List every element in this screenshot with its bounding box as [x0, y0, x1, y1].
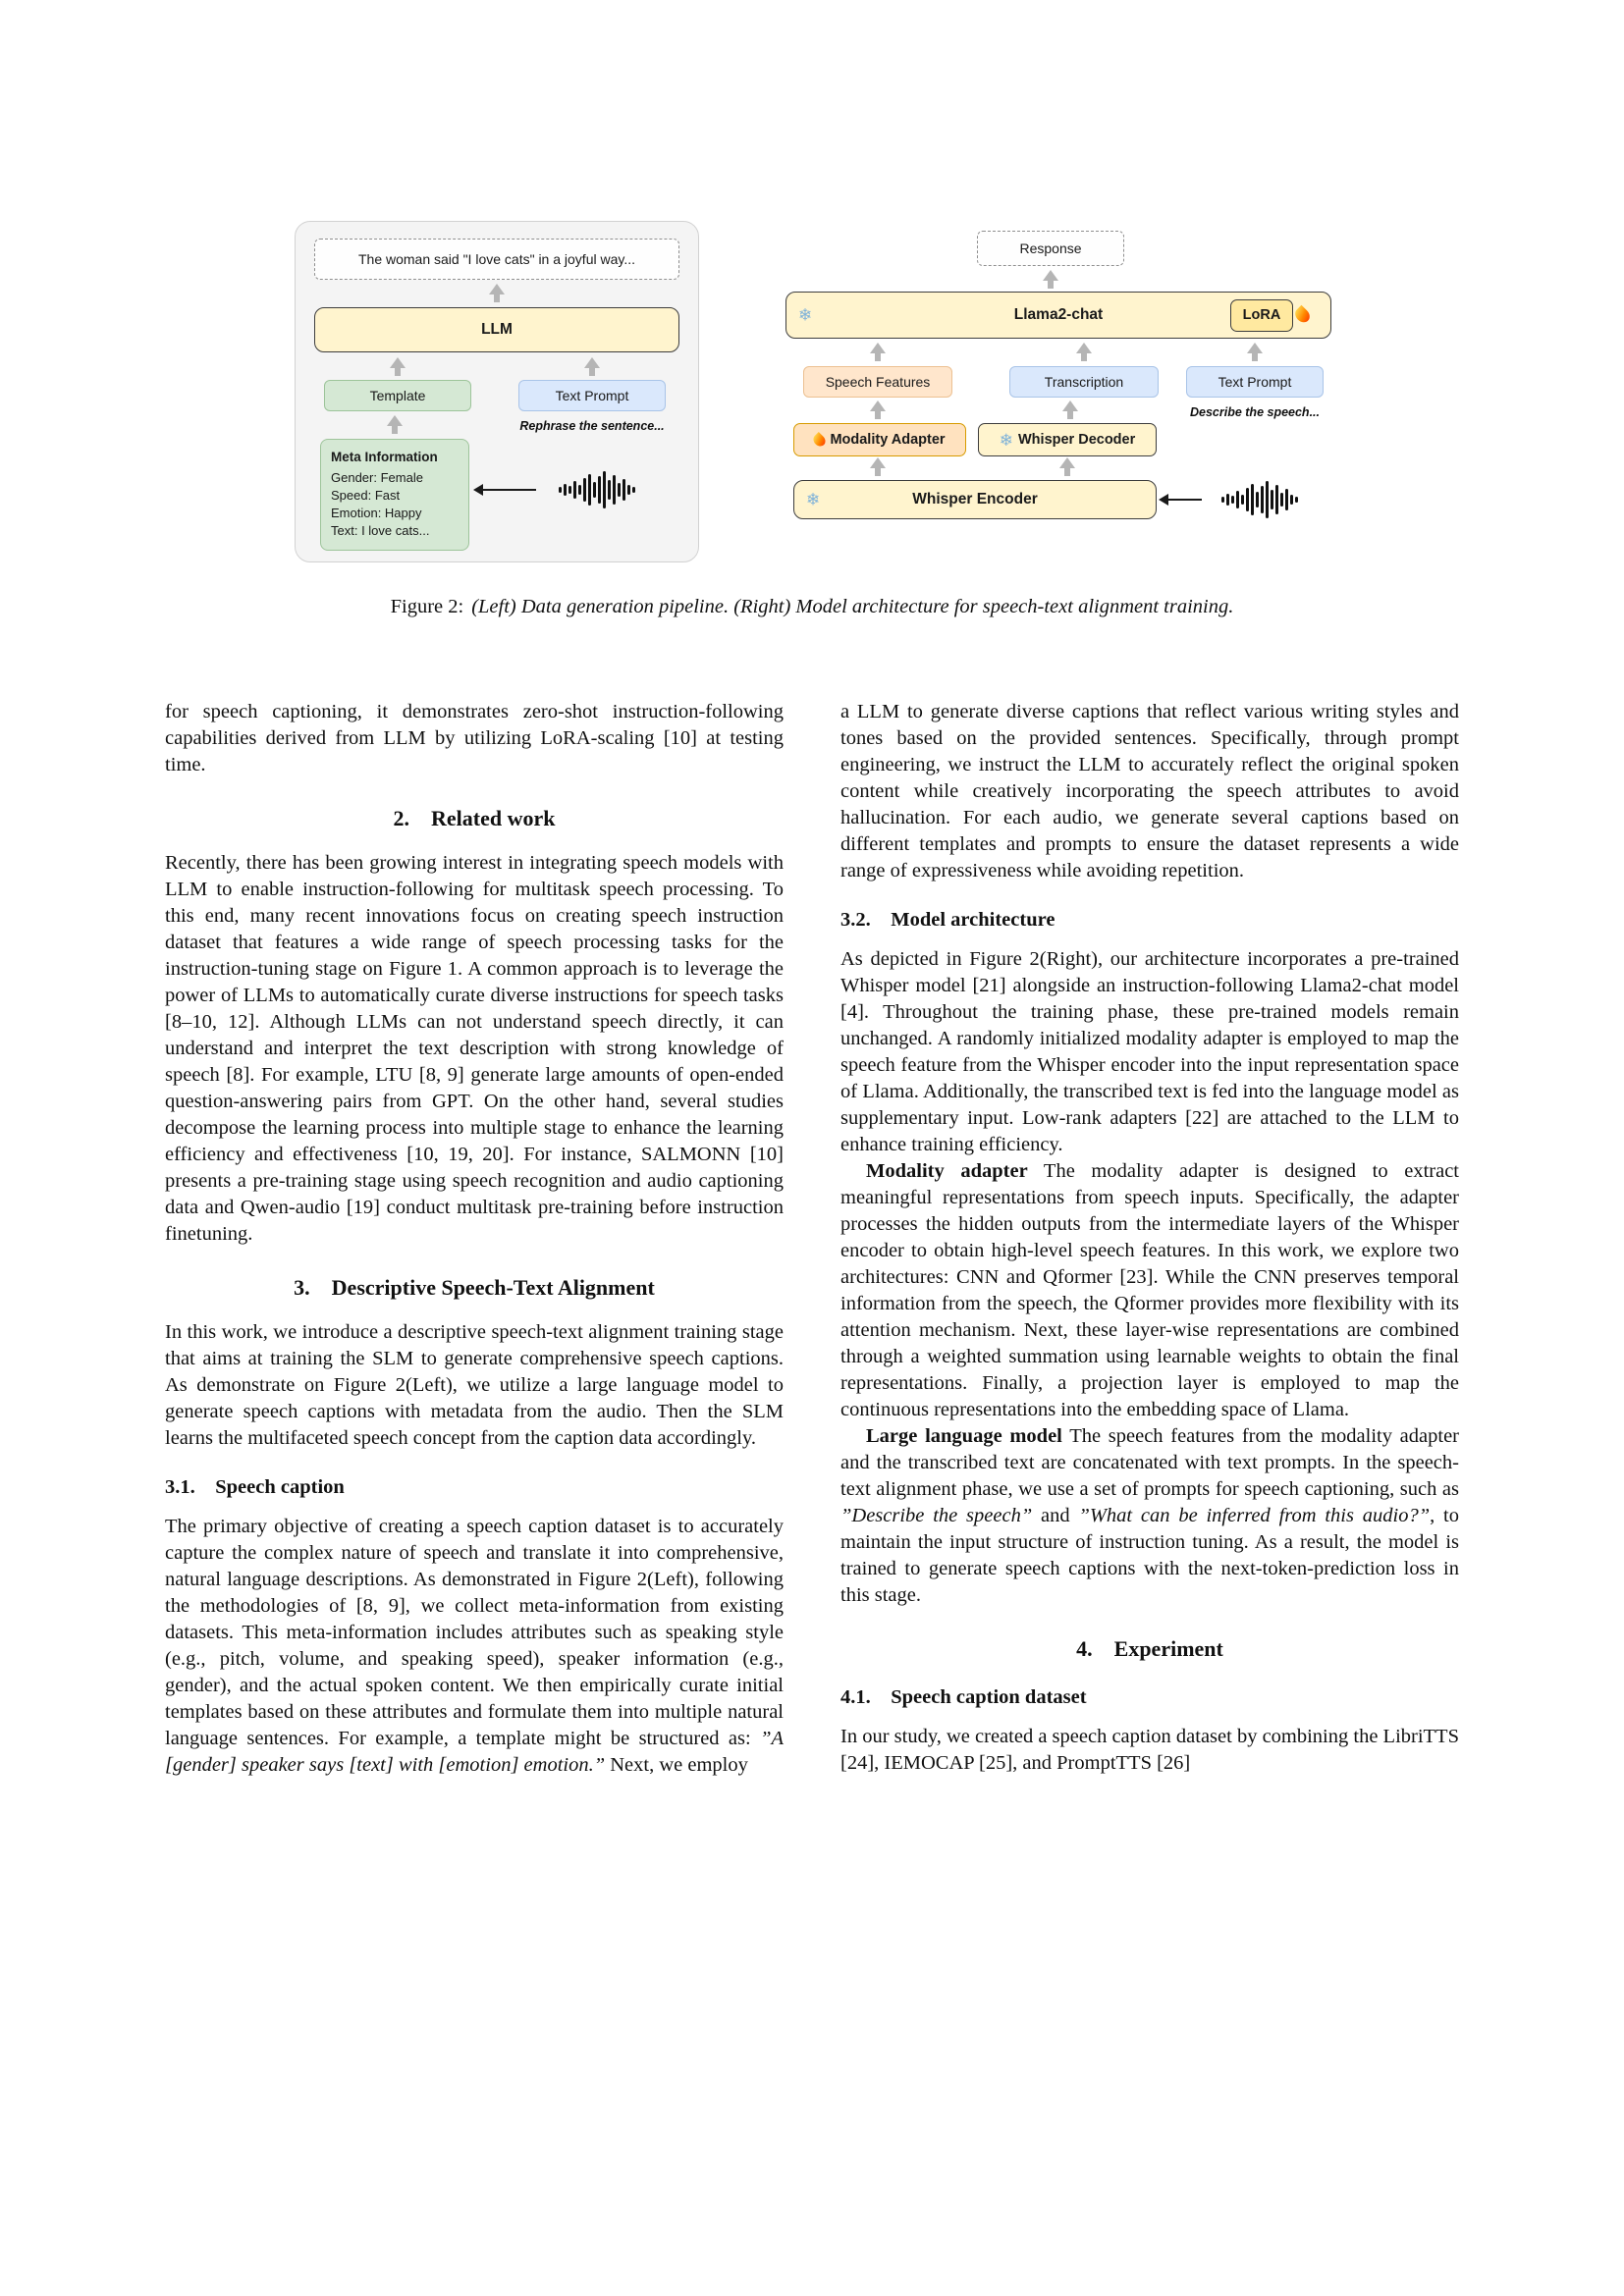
section-heading: 2. Related work [393, 806, 556, 830]
figure-caption [165, 596, 1459, 618]
snowflake-icon: ❄ [999, 430, 1013, 450]
waveform-icon [538, 468, 656, 511]
llama2-chat-box [785, 292, 1331, 339]
figure-caption-label: Figure 2: [390, 596, 464, 617]
model-architecture-diagram [785, 221, 1331, 562]
arrow-up-icon [1062, 400, 1078, 411]
text-prompt-label: Text Prompt [555, 387, 629, 403]
paragraph: Recently, there has been growing interest in integrating speech models with LLM to enable instruction-following for multitask speech processing. To this end, many recent innovations focus on creating speech instruction dataset that features a wide range of speech processing tasks for the instruction-tuning stage on Figure 1. A common approach is to leverage the power of LLMs to automatically curate diverse instructions for speech tasks [8–10, 12]. Although LLMs can not understand speech directly, it can understand and interpret the text description with strong knowledge of speech [8]. For example, LTU [8, 9] generate large amounts of open-ended question-answering pairs from GPT. On the other hand, several studies decompose the learning process into multiple stage to enhance the learning efficiency and effectiveness [10, 19, 20]. For instance, SALMONN [10] presents a pre-training stage using speech recognition and audio captioning data and Qwen-audio [19] conduct multitask pre-training before instruction finetuning. [165, 852, 784, 1245]
paragraph: In this work, we introduce a descriptive speech-text alignment training stage that aims at training the SLM to generate comprehensive speech captions. As demonstrate on Figure 2(Left), we utilize a large language model to generate speech captions with metadata from the audio. Then the SLM learns the multifaceted speech concept from the caption data accordingly. [165, 1321, 784, 1449]
left-column [165, 699, 784, 1779]
whisper-encoder-label: Whisper Encoder [912, 491, 1038, 508]
llm-box [314, 307, 679, 352]
text-prompt-label: Text Prompt [1218, 373, 1292, 390]
arrow-up-icon [870, 400, 886, 411]
paragraph: As depicted in Figure 2(Right), our architecture incorporates a pre-trained Whisper model [21] alongside an instruction-following Llama2-chat model [4]. Throughout the training phase, these pre-trained models remain unchanged. A randomly initialized modality adapter is employed to map the speech feature from the Whisper encoder into the input representation space of Llama. Additionally, the transcribed text is fed into the language model as supplementary input. Low-rank adapters [22] are attached to the LLM to enhance training efficiency. [840, 948, 1459, 1155]
arrow-up-icon [387, 415, 403, 426]
meta-information-title: Meta Information [331, 450, 438, 464]
llm-label: LLM [481, 321, 513, 339]
subsection-heading: 3.1. Speech caption [165, 1476, 345, 1498]
fire-icon [811, 432, 828, 449]
transcription-label: Transcription [1044, 373, 1124, 390]
text-prompt-box [1186, 366, 1324, 398]
paragraph: a LLM to generate diverse captions that reflect various writing styles and tones based on the provided sentences. Specifically, through prompt engineering, we instruct the LLM to accurately reflect the original spoken content while creatively incorporating the speech attributes to avoid hallucination. For each audio, we generate several captions based on different templates and prompts to ensure the dataset represents a wide range of expressiveness while avoiding repetition. [840, 701, 1459, 881]
arrow-up-icon [489, 284, 505, 294]
subsection-heading: 4.1. Speech caption dataset [840, 1686, 1087, 1708]
body-columns [165, 699, 1459, 1779]
generated-caption-text: The woman said "I love cats" in a joyful way... [357, 250, 636, 267]
meta-field: Speed: Fast [331, 488, 401, 504]
paragraph: The primary objective of creating a speech caption dataset is to accurately capture the complex nature of speech and translate it into comprehensive, natural language descriptions. As demonstrated in Figure 2(Left), following the methodologies of [8, 9], we collect meta-information from existing datasets. This meta-information includes attributes such as speaking style (e.g., pitch, volume, and speaking speed), speaker information (e.g., gender), and the actual spoken content. We then empirically curate initial templates based on these attributes and formulate them into multiple natural language sentences. For example, a template might be structured as: ”A [gender] speaker says [text] with [emotion] emotion.” Next, we employ [165, 1516, 784, 1776]
arrow-up-icon [1059, 457, 1075, 468]
meta-field: Gender: Female [331, 469, 423, 485]
speech-features-label: Speech Features [825, 373, 931, 390]
data-generation-pipeline [295, 221, 699, 562]
response-label: Response [1019, 240, 1082, 256]
lora-box [1230, 299, 1293, 332]
lora-label: LoRA [1242, 307, 1281, 324]
paragraph: Large language model The speech features from the modality adapter and the transcribed text are concatenated with text prompts. In the speech-text alignment phase, we use a set of prompts for speech captioning, such as ”Describe the speech” and ”What can be inferred from this audio?”, to maintain the input structure of instruction tuning. As a result, the model is trained to generate speech captions with the next-token-prediction loss in this stage. [840, 1425, 1459, 1606]
subsection-heading: 3.2. Model architecture [840, 909, 1056, 931]
arrow-up-icon [870, 457, 886, 468]
generated-caption-box [314, 239, 679, 280]
transcription-box [1009, 366, 1159, 398]
modality-adapter-label: Modality Adapter [830, 431, 946, 448]
modality-adapter-box [793, 423, 966, 456]
prompt-example-text: Rephrase the sentence... [519, 419, 665, 433]
section-heading: 4. Experiment [1076, 1636, 1223, 1661]
arrow-up-icon [1076, 343, 1092, 353]
paragraph: Modality adapter The modality adapter is designed to extract meaningful representations from speech inputs. Specifically, the adapter processes the hidden outputs from the intermediate layers of the Whisper encoder to obtain high-level speech features. In this work, we explore two architectures: CNN and Qformer [23]. While the CNN preserves temporal information from the speech, the Qformer provides more flexibility with its attention mechanism. Next, these layer-wise representations are combined through a weighted summation using learnable weights to obtain the final representations. Finally, a projection layer is employed to map the continuous representations into the embedding space of Llama. [840, 1160, 1459, 1420]
arrow-up-icon [584, 357, 600, 368]
section-heading: 3. Descriptive Speech-Text Alignment [294, 1275, 655, 1300]
arrow-up-icon [1247, 343, 1263, 353]
whisper-decoder-box [978, 423, 1157, 456]
meta-field: Emotion: Happy [331, 506, 422, 521]
response-box [977, 231, 1124, 266]
meta-field: Text: I love cats... [331, 523, 430, 539]
arrow-left-icon [483, 489, 536, 491]
waveform-icon [1206, 478, 1314, 521]
right-column [840, 699, 1459, 1779]
prompt-example-text: Describe the speech... [1189, 405, 1320, 419]
arrow-up-icon [390, 357, 406, 368]
snowflake-icon: ❄ [798, 305, 813, 325]
snowflake-icon: ❄ [806, 490, 821, 509]
arrow-up-icon [1043, 270, 1058, 281]
template-box [324, 380, 471, 411]
whisper-decoder-label: Whisper Decoder [1018, 431, 1136, 448]
figure-caption-text: (Left) Data generation pipeline. (Right) Model architecture for speech-text alignment training. [471, 596, 1234, 617]
figure-2 [165, 221, 1459, 566]
arrow-left-icon [1168, 499, 1202, 501]
fire-icon [1292, 305, 1313, 326]
whisper-encoder-box [793, 480, 1157, 519]
paragraph: for speech captioning, it demonstrates zero-shot instruction-following capabilities derived from LLM by utilizing LoRA-scaling [10] at testing time. [165, 701, 784, 775]
paragraph: In our study, we created a speech caption dataset by combining the LibriTTS [24], IEMOCAP [25], and PromptTTS [26] [840, 1726, 1459, 1774]
speech-features-box [803, 366, 952, 398]
template-label: Template [369, 387, 426, 403]
text-prompt-box [518, 380, 666, 411]
arrow-up-icon [870, 343, 886, 353]
meta-information-box [320, 439, 469, 551]
llama2-chat-label: Llama2-chat [1013, 306, 1104, 324]
